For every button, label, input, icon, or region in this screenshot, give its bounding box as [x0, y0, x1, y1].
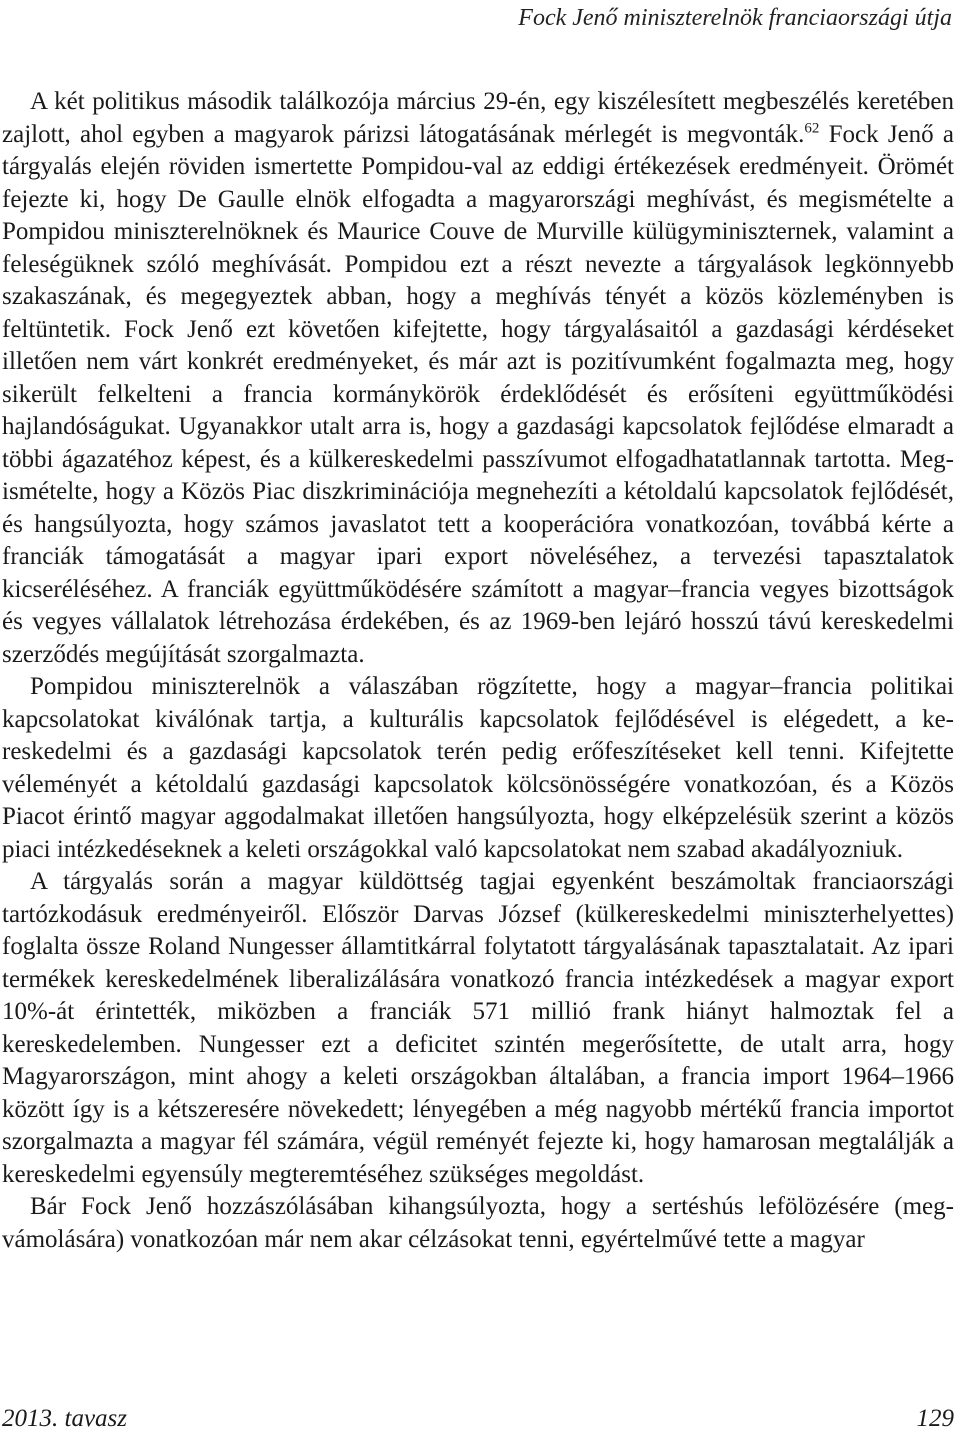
- paragraph-1-text-end: Fock Jenő a tárgyalás elején röviden ismertette Pompidou-val az eddigi értékezések eredményeit. Örömét fejezte ki, hogy De Gaulle elnök elfogadta a magyarországi meghívást, és megismételte a Pompidou miniszterelnöknek és Maurice Couve de Murville külügyminiszternek, valamint a feleségüknek szóló meghívását. Pompidou ezt a részt nevezte a tárgyalások legkönnyebb szakaszának, és megegyeztek abban, hogy a meghívás tényét a közös közleményben is feltüntetik. Fock Jenő ezt követően kifejtette, hogy tárgyalásaitól a gazdasági kérdéseket illetően nem várt konkrét eredményeket, és már azt is pozitívumként fogalmazta meg, hogy sikerült felkelteni a francia kormánykörök érdeklődését és erősíteni együttműködési hajlandóságukat. Ugyanakkor utalt arra is, hogy a gazdasági kapcsolatok fejlődése elmaradt a többi ágazatéhoz képest, és a külkereskedelmi passzívumot elfogadhatatlannak tartotta. Megismételte, hogy a Közös Piac diszkriminációja megnehezíti a kétoldalú kapcsolatok fejlődését, és hangsúlyozta, hogy számos javaslatot tett a kooperációra vonatkozóan, továbbá kérte a franciák támogatását a magyar ipari export növeléséhez, a tervezési tapasztalatok kicseréléséhez. A franciák együttműködésére számított a magyar–francia vegyes bizottságok és vegyes vállalatok létrehozása érdekében, és az 1969-ben lejáró hosszú távú kereskedelmi szerződés megújítását szorgalmazta.: [2, 120, 955, 668]
- paragraph-2: Pompidou miniszterelnök a válaszában rögzítette, hogy a magyar–francia politikai kapcsolatokat kiválónak tartja, a kulturális kapcsolatok fejlődésével is elégedett, a kereskedelmi és a gazdasági kapcsolatok terén pedig erőfeszítéseket kell tenni. Kifejtette véleményét a kétoldalú gazdasági kapcsolatok kölcsönösségére vonatkozóan, és a Közös Piacot érintő magyar aggodalmakat illetően hangsúlyozta, hogy elképzelésük szerint a közös piaci intézkedéseknek a keleti országokkal való kapcsolatokat nem szabad akadályozniuk.: [2, 673, 954, 863]
- footnote-marker-62[interactable]: 62: [804, 120, 820, 137]
- page-number: 129: [916, 1405, 954, 1432]
- footer-issue: 2013. tavasz: [2, 1405, 127, 1432]
- paragraph-1: [2, 86, 954, 671]
- paragraph-1-text-start: A két politikus második találkozója március 29-én, egy kiszélesített megbeszélés keretében zajlott, ahol egyben a magyarok párizsi látogatásának mérlegét is megvonták.: [2, 88, 954, 148]
- running-header: Fock Jenő miniszterelnök franciaországi útja: [518, 5, 952, 31]
- body-text: [2, 86, 954, 1256]
- paragraph-3: A tárgyalás során a magyar küldöttség tagjai egyenként beszámoltak franciaországi tartózkodásuk eredményeiről. Először Darvas József (külkereskedelmi miniszterhelyettes) foglalta össze Roland Nungesser államtitkárral folytatott tárgyalásának tapasztalatait. Az ipari termékek kereskedelmének liberalizálására vonatkozó francia intézkedések a magyar export 10%-át érintették, miközben a franciák 571 millió frank hiányt halmoztak fel a kereskedelemben. Nungesser ezt a deficitet szintén megerősítette, de utalt arra, hogy Magyarországon, mint ahogy a keleti országokban általában, a francia import 1964–1966 között így is a kétszeresére növekedett; lényegében a még nagyobb mértékű francia importot szorgalmazta a magyar fél számára, végül reményét fejezte ki, hogy hamarosan megtalálják a kereskedelmi egyensúly megteremtéséhez szükséges megoldást.: [2, 868, 954, 1188]
- paragraph-4: Bár Fock Jenő hozzászólásában kihangsúlyozta, hogy a sertéshús lefölözésére (megvámolására) vonatkozóan már nem akar célzásokat tenni, egyértelművé tette a magyar: [2, 1193, 954, 1253]
